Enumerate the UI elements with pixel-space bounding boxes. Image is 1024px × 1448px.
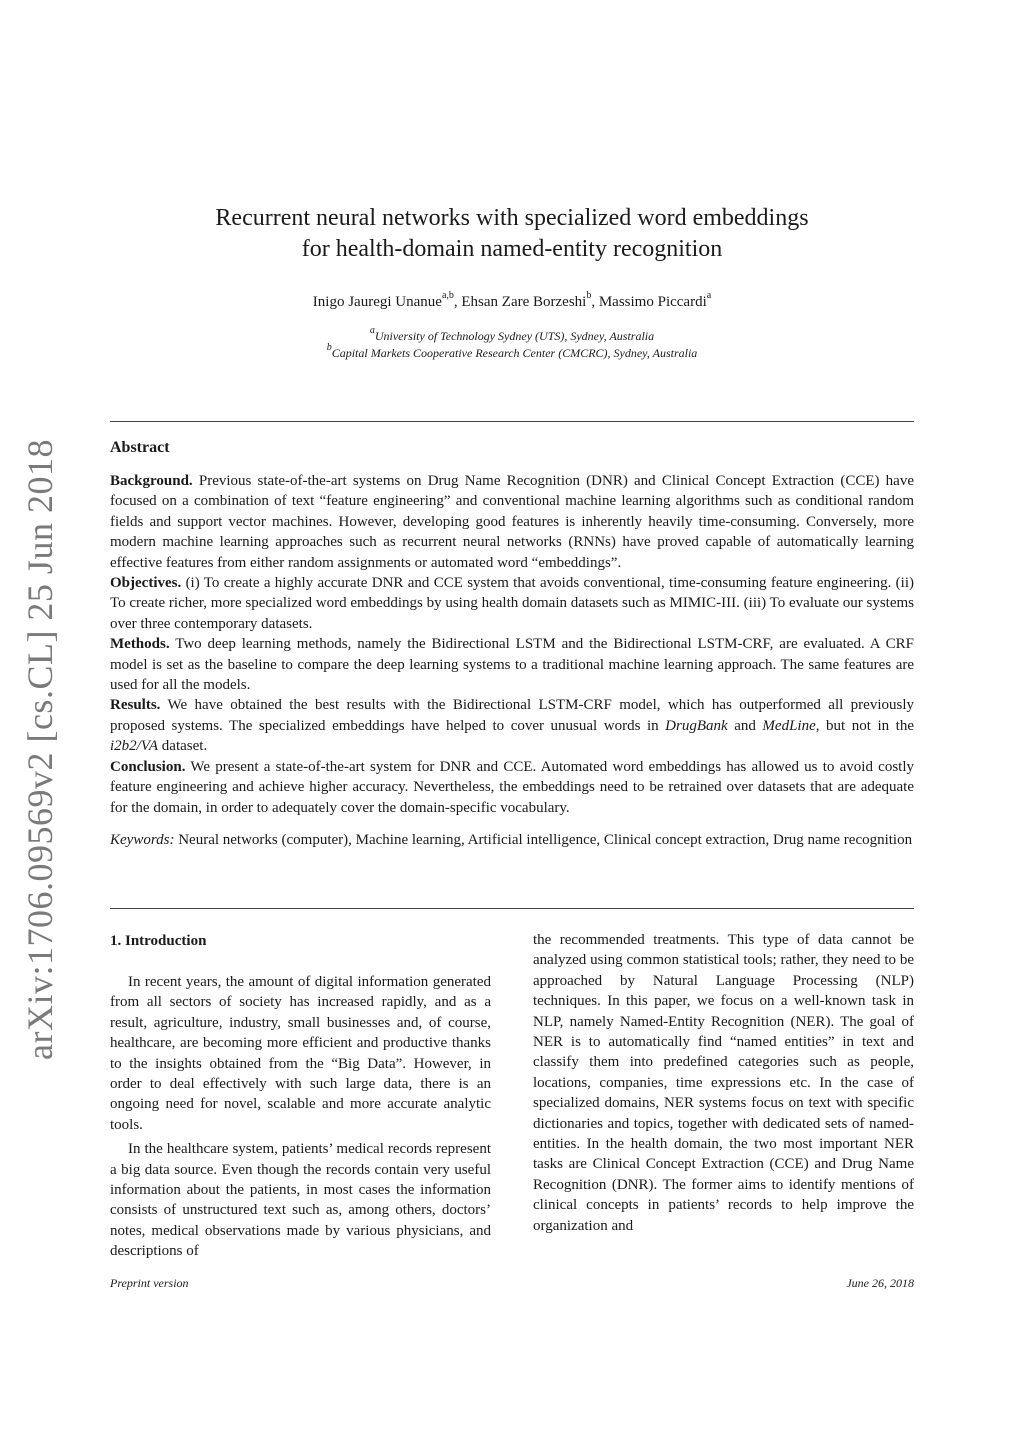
abstract-section <box>110 437 914 850</box>
section-heading-introduction: 1. Introduction <box>110 933 207 949</box>
conclusion-text: We present a state-of-the-art system for DNR and CCE. Automated word embeddings has allowed us to avoid costly feature engineering and achieve higher accuracy. Nevertheless, the embeddings need to be retrained over datasets that are adequate for the domain, in order to adequately cover the domain-specific vocabulary. <box>110 758 914 816</box>
objectives-text: (i) To create a highly accurate DNR and CCE system that avoids conventional, time-consuming feature engineering. (ii) To create richer, more specialized word embeddings by using health domain datasets such as MIMIC-III. (iii) To evaluate our systems over three contemporary datasets. <box>110 575 914 632</box>
intro-paragraph-2: In the healthcare system, patients’ medical records represent a big data source. Even though the records contain very useful information about the patients, in most cases the information consists of unstructured text such as, among others, doctors’ notes, medical observations made by various physicians, and descriptions of <box>110 1141 491 1260</box>
author-2-affil-mark: b <box>586 290 592 301</box>
affiliation-a-text: University of Technology Sydney (UTS), Sydney, Australia <box>374 329 655 343</box>
right-column <box>533 930 914 1240</box>
left-column <box>110 930 491 1266</box>
results-dataset-i2b2: i2b2/VA <box>110 738 159 755</box>
affiliation-a <box>110 325 914 345</box>
arxiv-identifier-stamp: arXiv:1706.09569v2 [cs.CL] 25 Jun 2018 <box>20 439 60 1060</box>
abstract-background <box>110 471 914 573</box>
results-label: Results. <box>110 697 161 714</box>
paper-title <box>110 203 914 265</box>
author-3-affil-mark: a <box>706 290 712 301</box>
background-text: Previous state-of-the-art systems on Drug Name Recognition (DNR) and Clinical Concept Extraction (CCE) have focused on a combination of text “feature engineering” and conventional machine learning algorithms such as conditional random fields and support vector machines. However, developing good features is inherently heavily time-consuming. Conversely, more modern machine learning approaches such as recurrent neural networks (RNNs) have proved capable of automatically learning effective features from either random assignments or automated word “embeddings”. <box>110 473 915 571</box>
abstract-conclusion <box>110 757 914 818</box>
abstract-heading: Abstract <box>110 439 170 456</box>
abstract-results <box>110 695 914 756</box>
methods-label: Methods. <box>110 636 170 653</box>
results-dataset-medline: MedLine <box>762 717 816 734</box>
author-2-name: Ehsan Zare Borzeshi <box>461 294 587 310</box>
methods-text: Two deep learning methods, namely the Bidirectional LSTM and the Bidirectional LSTM-CRF, are evaluated. A CRF model is set as the baseline to compare the deep learning systems to a traditional machine learning approach. The same features are used for all the models. <box>110 636 915 694</box>
footer-date: June 26, 2018 <box>846 1276 914 1290</box>
author-list: Inigo Jauregi Unanue$^{a,b}$, Ehsan Zare Borzeshi$^b$, Massimo Piccardi$^a$ <box>312 290 712 310</box>
affiliations <box>110 325 914 362</box>
results-text-3: , but not in the <box>815 717 914 734</box>
abstract-methods <box>110 634 914 695</box>
title-line-1: Recurrent neural networks with specialized word embeddings <box>215 205 809 231</box>
footer-preprint-label: Preprint version <box>110 1276 189 1290</box>
abstract-bottom-rule <box>110 908 914 909</box>
title-line-2: for health-domain named-entity recognition <box>301 236 723 262</box>
author-1-affil-mark: a,b <box>441 290 454 301</box>
affiliation-b <box>110 342 914 362</box>
results-text-1: We have obtained the best results with the Bidirectional LSTM-CRF model, which has outperformed all previously proposed systems. The specialized embeddings have helped to cover unusual words in <box>110 697 914 734</box>
keywords-text: Neural networks (computer), Machine learning, Artificial intelligence, Clinical concept extraction, Drug name recognition <box>178 831 913 848</box>
results-text-2: and <box>727 717 763 734</box>
abstract-objectives <box>110 573 914 634</box>
affiliation-b-text: Capital Markets Cooperative Research Center (CMCRC), Sydney, Australia <box>331 346 698 360</box>
results-text-4: dataset. <box>158 738 208 755</box>
keywords <box>110 830 914 850</box>
objectives-label: Objectives. <box>110 575 182 592</box>
conclusion-label: Conclusion. <box>110 758 186 775</box>
affiliation-a-mark: a <box>369 325 375 336</box>
results-dataset-drugbank: DrugBank <box>665 717 728 734</box>
background-label: Background. <box>110 473 193 489</box>
intro-paragraph-3: the recommended treatments. This type of data cannot be analyzed using common statistical tools; rather, they need to be approached by Natural Language Processing (NLP) techniques. In this paper, we focus on a well-known task in NLP, namely Named-Entity Recognition (NER). The goal of NER is to automatically find “named entities” in text and classify them into predefined categories such as people, locations, companies, time expressions etc. In the case of specialized domains, NER systems focus on text with specific dictionaries and topics, together with dedicated sets of named-entities. In the health domain, the two most important NER tasks are Clinical Concept Extraction (CCE) and Drug Name Recognition (DNR). The former aims to identify mentions of clinical concepts in patients’ records to help improve the organization and <box>533 932 914 1234</box>
affiliation-b-mark: b <box>326 342 332 353</box>
intro-paragraph-1: In recent years, the amount of digital information generated from all sectors of society has increased rapidly, and as a result, agriculture, industry, small businesses and, of course, healthcare, are becoming more efficient and productive thanks to the insights obtained from the “Big Data”. However, in order to deal effectively with such large data, there is an ongoing need for novel, scalable and more accurate analytic tools. <box>110 974 491 1133</box>
author-3-name: Massimo Piccardi <box>598 294 707 310</box>
abstract-top-rule <box>110 421 914 422</box>
keywords-label: Keywords: <box>110 831 175 848</box>
author-1-name: Inigo Jauregi Unanue <box>312 294 442 310</box>
